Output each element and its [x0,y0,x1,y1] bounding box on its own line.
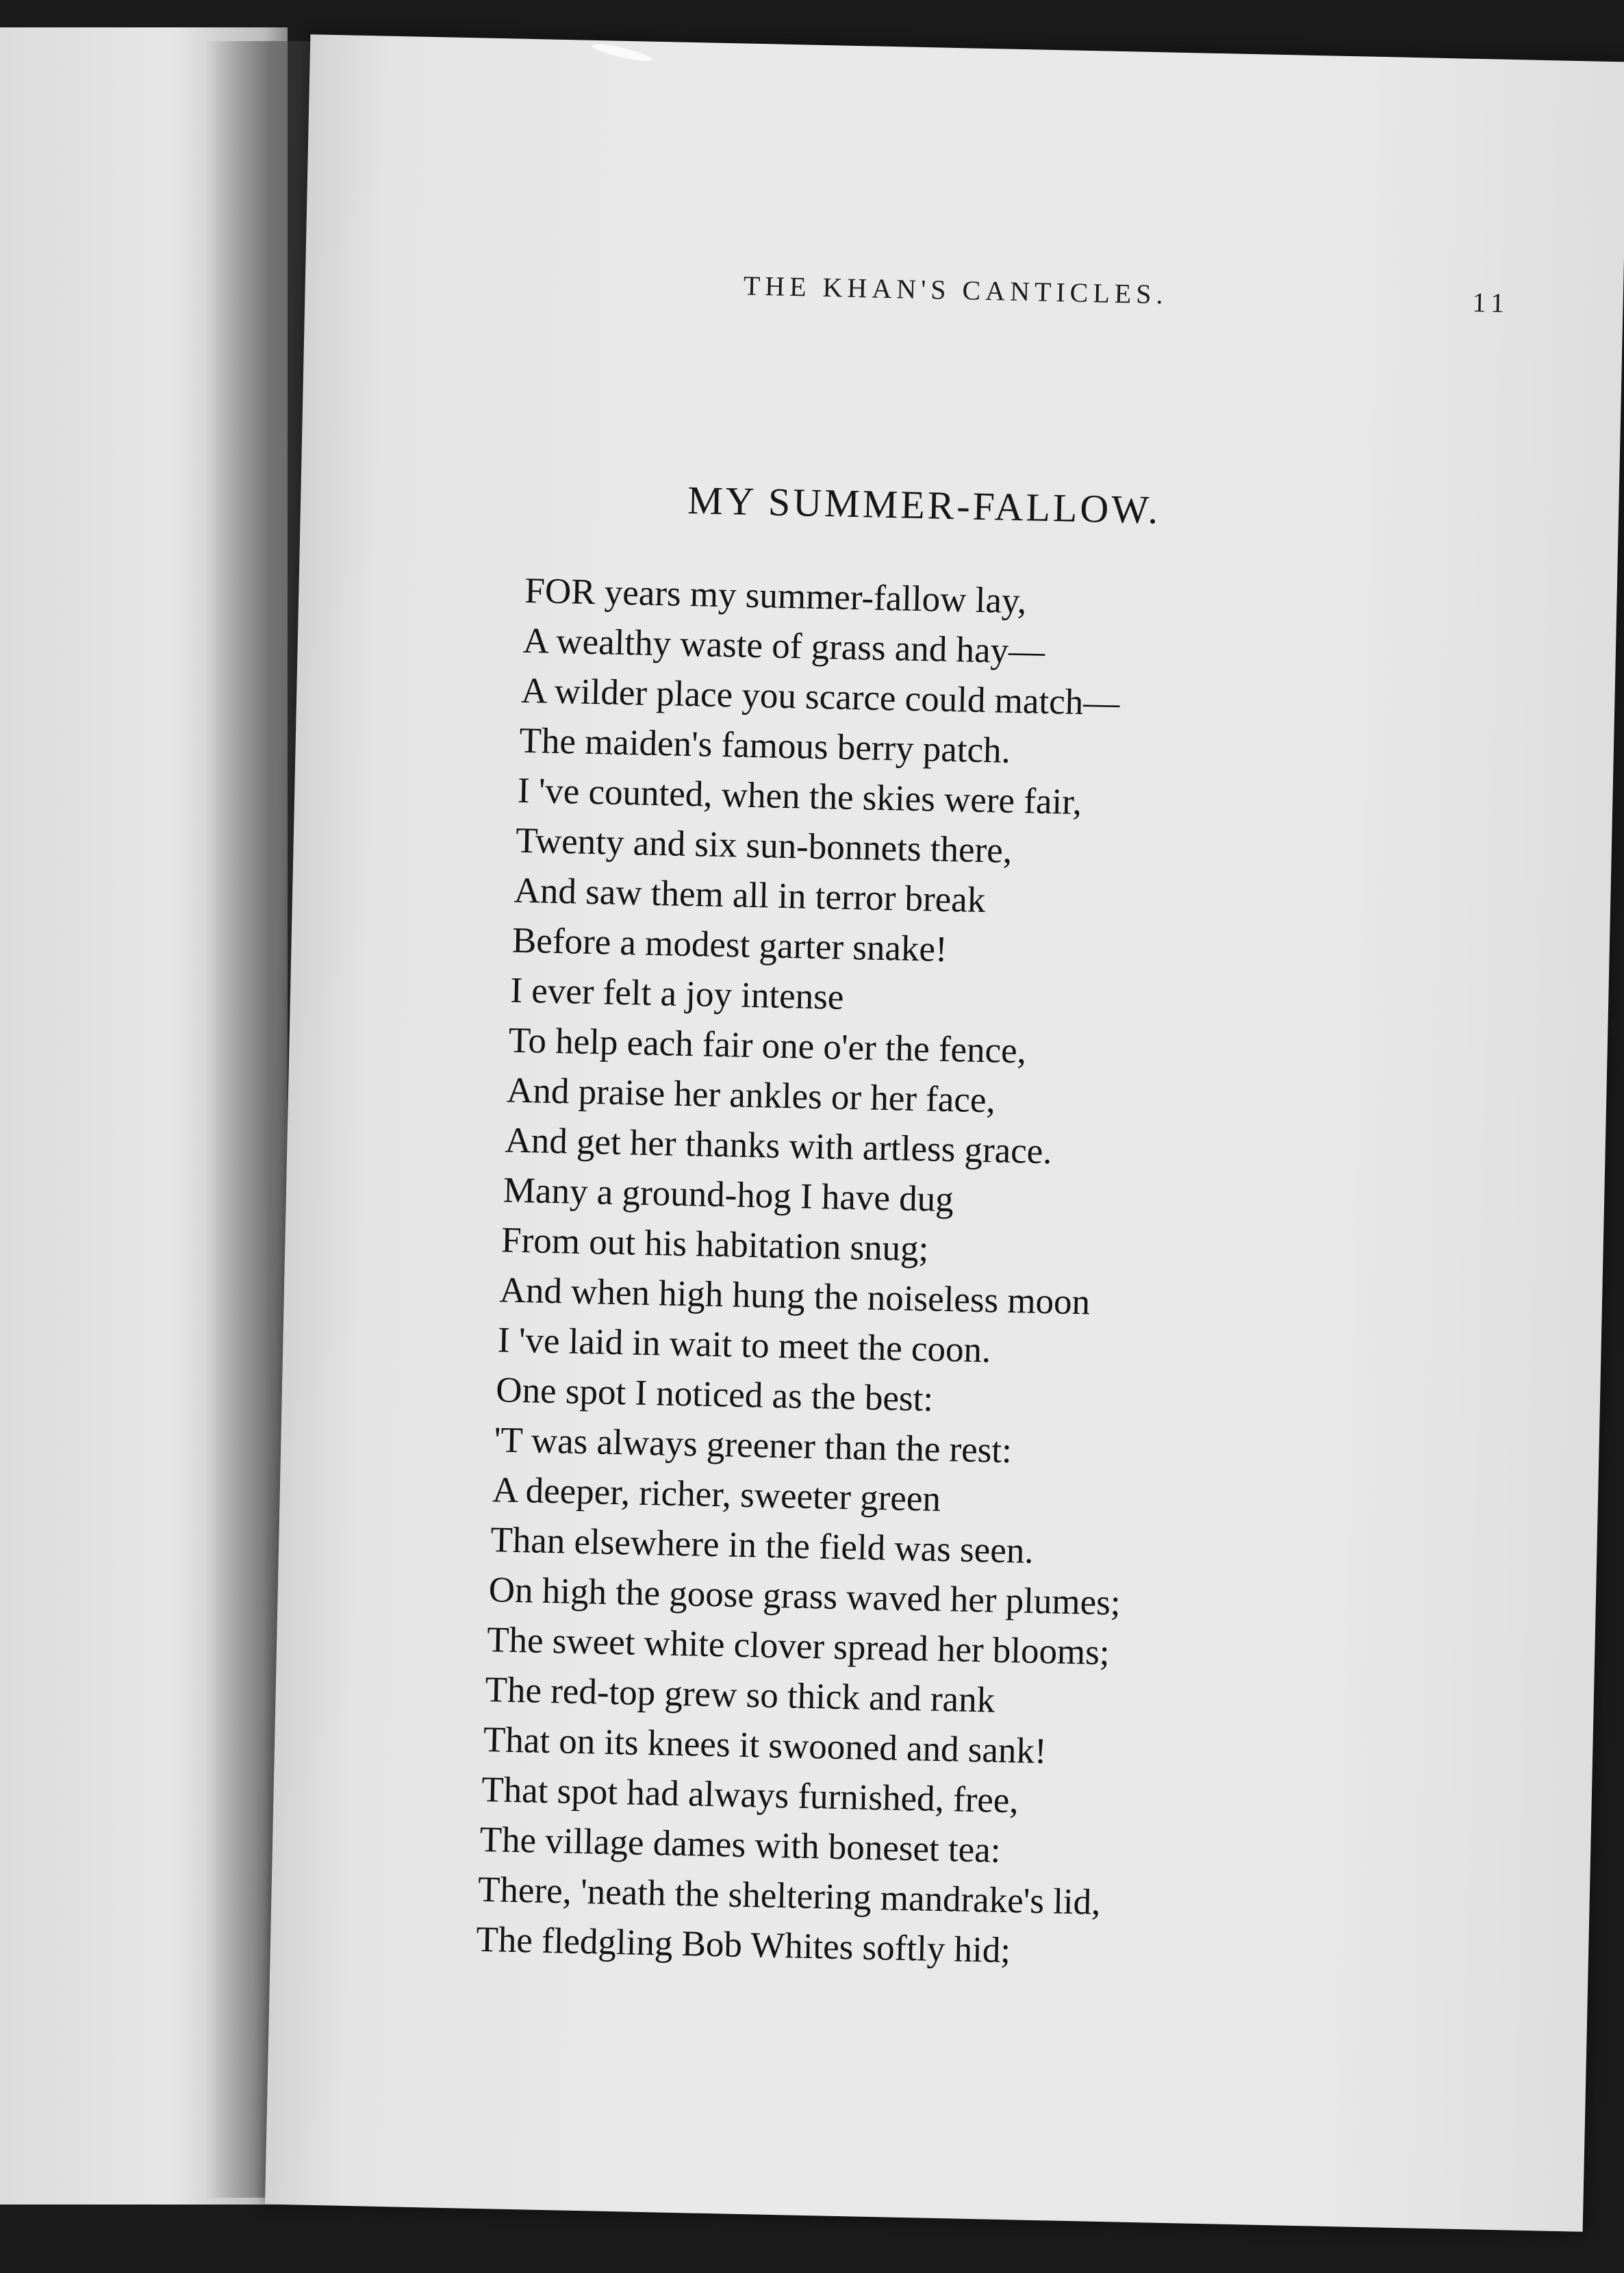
poem-line: I 've counted, when the skies were fair, [517,770,1082,823]
poem-line: Than elsewhere in the field was seen. [490,1520,1035,1571]
poem-line: 'T was always greener than the rest: [494,1420,1013,1471]
first-word-lead: F [524,570,546,611]
poem-line: Twenty and six sun-bonnets there, [515,820,1013,871]
poem-line: A wealthy waste of grass and hay— [522,620,1045,672]
page-number: 11 [1472,286,1510,318]
poem-line: Before a modest garter snake! [511,920,948,969]
poem-line: The maiden's famous berry patch. [518,720,1011,771]
poem-line: One spot I noticed as the best: [495,1370,934,1419]
poem-line: That spot had always furnished, free, [481,1769,1019,1821]
poem-line: And when high hung the noiseless moon [499,1270,1091,1323]
first-line-rest: years my summer-fallow lay, [594,572,1027,622]
book-page [265,34,1624,2232]
poem-body [475,566,1142,1978]
poem-line: The sweet white clover spread her blooms; [486,1620,1111,1673]
poem-line: A deeper, richer, sweeter green [492,1470,941,1519]
poem-line: From out his habitation snug; [500,1220,929,1269]
first-word-rest: OR [544,571,596,613]
poem-line: That on its knees it swooned and sank! [483,1720,1048,1772]
paper-blemish [591,41,653,64]
poem-title: MY SUMMER-FALLOW. [687,477,1161,533]
poem-line: On high the goose grass waved her plumes; [488,1570,1121,1623]
poem-line: Many a ground-hog I have dug [503,1170,954,1220]
poem-line: The fledgling Bob Whites softly hid; [475,1919,1011,1971]
poem-line: I ever felt a joy intense [509,970,845,1017]
poem-line: There, 'neath the sheltering mandrake's lid, [477,1869,1101,1922]
running-head: THE KHAN'S CANTICLES. [743,270,1168,310]
poem-line: And praise her ankles or her face, [506,1070,996,1121]
poem-line: The village dames with boneset tea: [479,1819,1002,1870]
poem-line: A wilder place you scarce could match— [520,670,1120,724]
poem-line: And saw them all in terror break [513,870,986,921]
poem-line: I 've laid in wait to meet the coon. [497,1320,991,1371]
poem-line: And get her thanks with artless grace. [504,1120,1053,1172]
poem-line: To help each fair one o'er the fence, [508,1020,1027,1071]
poem-line: The red-top grew so thick and rank [485,1670,995,1720]
